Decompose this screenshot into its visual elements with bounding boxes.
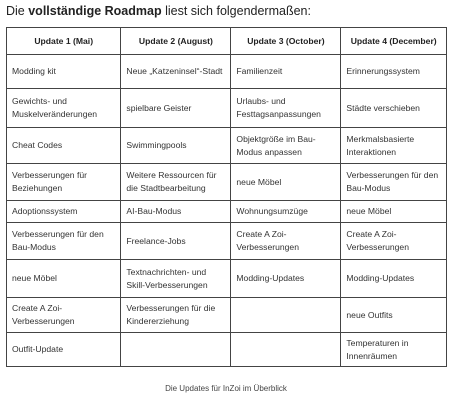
table-row [7, 260, 447, 298]
table-cell: Verbesserungen für den Bau-Modus [7, 223, 121, 260]
table-cell: Wohnungsumzüge [231, 201, 341, 223]
intro-prefix: Die [6, 4, 29, 18]
header-update-2: Update 2 (August) [121, 28, 231, 55]
intro-bold-link: vollständige Roadmap [28, 4, 162, 18]
table-cell: neue Möbel [7, 260, 121, 298]
table-row [7, 164, 447, 201]
table-cell: Erinnerungssystem [341, 55, 447, 89]
table-cell: Neue „Katzeninsel“-Stadt [121, 55, 231, 89]
image-caption: Die Updates für InZoi im Überblick [165, 384, 287, 393]
header-update-3: Update 3 (October) [231, 28, 341, 55]
table-cell [121, 333, 231, 367]
table-cell: Merkmalsbasierte Interaktionen [341, 128, 447, 164]
table-cell: Swimmingpools [121, 128, 231, 164]
roadmap-table [6, 27, 447, 367]
table-cell: Create A Zoi-Verbesserungen [231, 223, 341, 260]
header-update-4: Update 4 (December) [341, 28, 447, 55]
header-row [7, 28, 447, 55]
table-cell [231, 333, 341, 367]
table-cell: Objektgröße im Bau-Modus anpassen [231, 128, 341, 164]
table-cell: neue Möbel [341, 201, 447, 223]
table-cell: Create A Zoi-Verbesserungen [341, 223, 447, 260]
table-cell: Modding-Updates [231, 260, 341, 298]
table-cell: Weitere Ressourcen für die Stadtbearbeitung [121, 164, 231, 201]
table-row [7, 89, 447, 128]
table-row [7, 223, 447, 260]
table-cell: Verbesserungen für den Bau-Modus [341, 164, 447, 201]
table-cell: Adoptionssystem [7, 201, 121, 223]
table-cell: neue Möbel [231, 164, 341, 201]
table-cell: spielbare Geister [121, 89, 231, 128]
table-cell: Modding kit [7, 55, 121, 89]
table-cell: AI-Bau-Modus [121, 201, 231, 223]
table-cell: Urlaubs- und Festtagsanpassungen [231, 89, 341, 128]
table-cell: Outfit-Update [7, 333, 121, 367]
table-row [7, 128, 447, 164]
table-cell: Städte verschieben [341, 89, 447, 128]
table-row [7, 55, 447, 89]
table-row [7, 333, 447, 367]
table-cell [231, 298, 341, 333]
table-row [7, 201, 447, 223]
table-row [7, 298, 447, 333]
table-cell: Familienzeit [231, 55, 341, 89]
table-cell: Verbesserungen für Beziehungen [7, 164, 121, 201]
header-update-1: Update 1 (Mai) [7, 28, 121, 55]
table-cell: Modding-Updates [341, 260, 447, 298]
table-cell: Temperaturen in Innenräumen [341, 333, 447, 367]
table-cell: Verbesserungen für die Kindererziehung [121, 298, 231, 333]
table-cell: neue Outfits [341, 298, 447, 333]
table-cell: Textnachrichten- und Skill-Verbesserungen [121, 260, 231, 298]
table-cell: Gewichts- und Muskelveränderungen [7, 89, 121, 128]
table-cell: Create A Zoi-Verbesserungen [7, 298, 121, 333]
intro-text [6, 3, 311, 19]
table-cell: Cheat Codes [7, 128, 121, 164]
table-cell: Freelance-Jobs [121, 223, 231, 260]
intro-suffix: liest sich folgendermaßen: [161, 4, 311, 18]
